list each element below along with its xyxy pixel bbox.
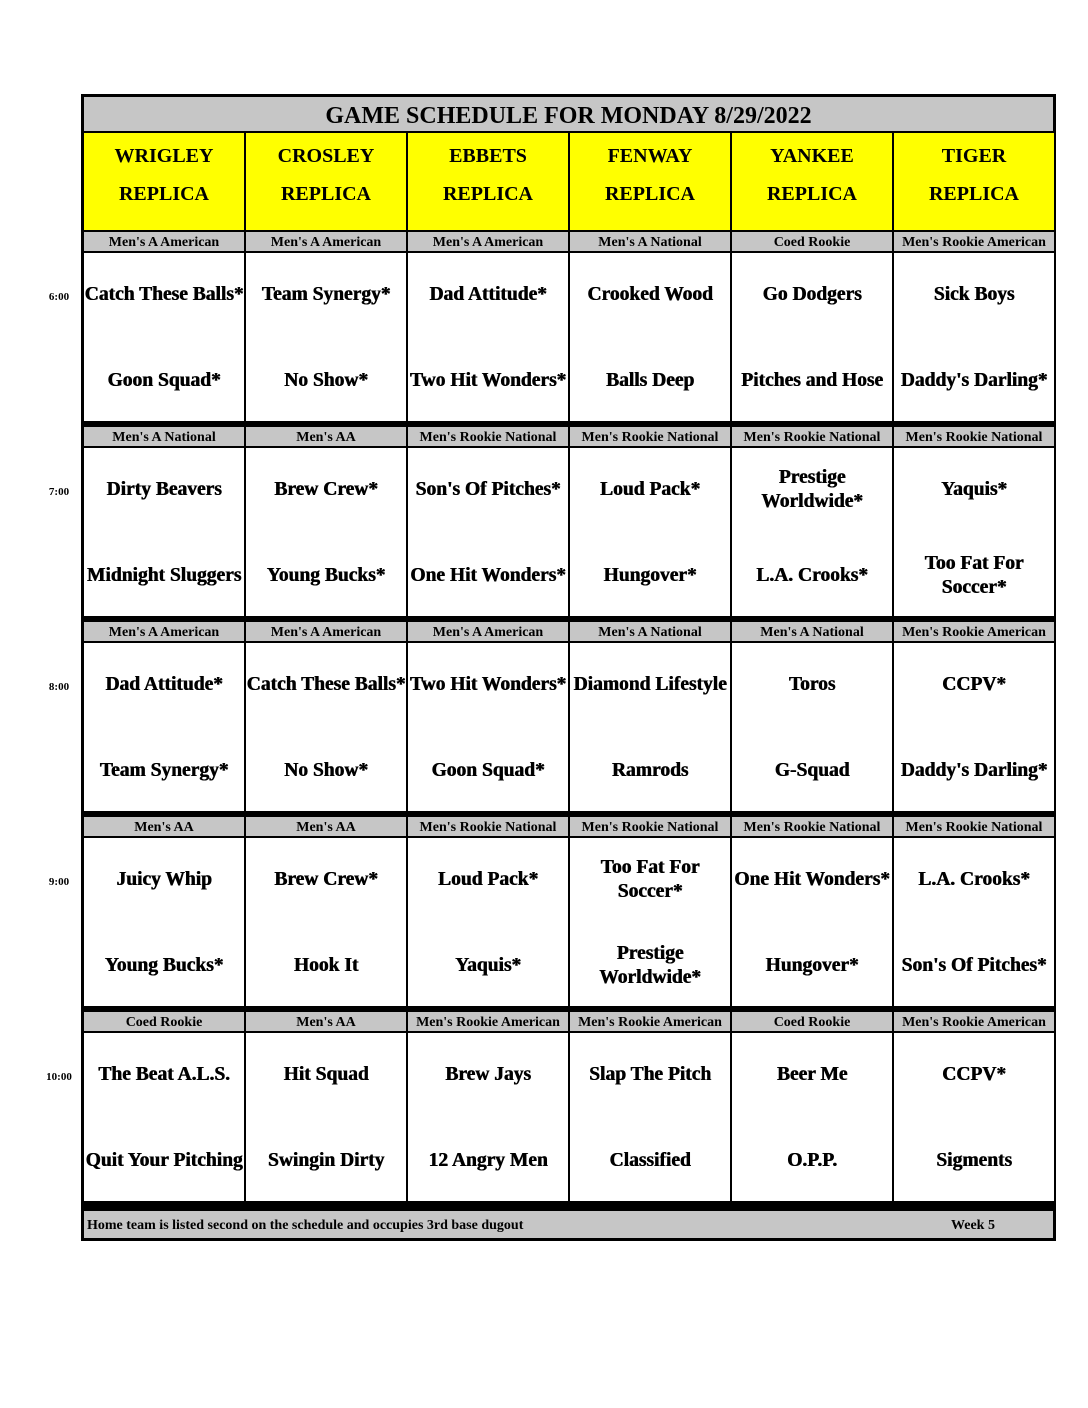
away-team: Son's Of Pitches* [415, 479, 561, 500]
away-team: CCPV* [942, 1064, 1006, 1085]
home-team: Hook It [293, 955, 359, 976]
away-team: Catch These Balls* [246, 674, 406, 695]
week-label: Week 5 [951, 1218, 995, 1233]
home-team: Pitches and Hose [741, 370, 883, 391]
away-team: Toros [788, 674, 836, 695]
home-team: Midnight Sluggers [86, 565, 242, 586]
division-label: Men's AA [84, 817, 244, 836]
away-team: The Beat A.L.S. [98, 1064, 230, 1085]
home-team: Yaquis* [454, 955, 522, 976]
schedule-footer [84, 1211, 1053, 1238]
field-header [84, 133, 244, 230]
division-label: Men's A American [246, 232, 406, 251]
away-team: Catch These Balls* [84, 284, 244, 305]
home-team: Two Hit Wonders* [409, 370, 567, 391]
game-cell [570, 1033, 730, 1201]
field-subtitle: REPLICA [766, 183, 857, 205]
division-label: Men's Rookie National [570, 427, 730, 446]
away-team: Loud Pack* [437, 869, 539, 890]
game-cell [246, 448, 406, 616]
home-team: Daddy's Darling* [900, 370, 1048, 391]
home-team: No Show* [284, 370, 368, 391]
home-team: Too Fat For Soccer* [924, 553, 1024, 598]
game-cell [570, 643, 730, 811]
field-subtitle: REPLICA [604, 183, 695, 205]
division-label: Men's Rookie National [408, 427, 568, 446]
home-team: Ramrods [611, 760, 689, 781]
division-label: Men's Rookie American [894, 622, 1054, 641]
division-label: Men's A American [84, 622, 244, 641]
game-cell [408, 838, 568, 1006]
away-team: Slap The Pitch [588, 1064, 712, 1085]
division-label: Men's A National [570, 232, 730, 251]
away-team: Diamond Lifestyle [573, 674, 727, 695]
division-label: Men's AA [246, 1012, 406, 1031]
division-label: Men's Rookie American [894, 232, 1054, 251]
game-cell [732, 448, 892, 616]
home-team: Hungover* [603, 565, 697, 586]
division-label: Men's A American [408, 232, 568, 251]
home-team: Classified [609, 1150, 691, 1171]
division-label: Men's Rookie National [570, 817, 730, 836]
field-header [570, 133, 730, 230]
game-cell [84, 838, 244, 1006]
division-label: Men's Rookie National [408, 817, 568, 836]
schedule-title: GAME SCHEDULE FOR MONDAY 8/29/2022 [84, 97, 1053, 131]
game-cell [732, 253, 892, 421]
away-team: Yaquis* [940, 479, 1008, 500]
game-cell [732, 1033, 892, 1201]
away-team: Hit Squad [283, 1064, 369, 1085]
away-team: Brew Crew* [274, 479, 378, 500]
division-label: Men's A American [246, 622, 406, 641]
home-team: Goon Squad* [107, 370, 221, 391]
home-team: Goon Squad* [431, 760, 545, 781]
home-team: Balls Deep [605, 370, 695, 391]
away-team: Loud Pack* [599, 479, 701, 500]
away-team: Sick Boys [933, 284, 1015, 305]
game-cell [732, 838, 892, 1006]
division-label: Men's Rookie National [894, 817, 1054, 836]
game-cell [894, 253, 1054, 421]
field-name: WRIGLEY [114, 145, 214, 167]
home-team: Daddy's Darling* [900, 760, 1048, 781]
game-cell [84, 448, 244, 616]
division-label: Men's Rookie American [894, 1012, 1054, 1031]
field-subtitle: REPLICA [280, 183, 371, 205]
away-team: Juicy Whip [116, 869, 212, 890]
game-cell [408, 448, 568, 616]
division-label: Men's A National [732, 622, 892, 641]
game-cell [84, 643, 244, 811]
time-label: 7:00 [48, 486, 70, 498]
game-cell [246, 838, 406, 1006]
game-cell [894, 1033, 1054, 1201]
time-label: 10:00 [46, 1071, 72, 1083]
division-label: Men's Rookie National [732, 427, 892, 446]
division-label: Men's Rookie National [732, 817, 892, 836]
away-team: Team Synergy* [261, 284, 391, 305]
game-cell [84, 1033, 244, 1201]
division-label: Men's AA [246, 817, 406, 836]
game-cell [894, 838, 1054, 1006]
field-name: CROSLEY [277, 145, 375, 167]
game-cell [408, 1033, 568, 1201]
game-cell [246, 643, 406, 811]
division-label: Men's Rookie American [570, 1012, 730, 1031]
away-team: Prestige Worldwide* [761, 467, 863, 512]
field-header [732, 133, 892, 230]
home-team: Young Bucks* [266, 565, 386, 586]
home-team: Young Bucks* [104, 955, 224, 976]
field-header [246, 133, 406, 230]
away-team: Two Hit Wonders* [409, 674, 567, 695]
home-team: Quit Your Pitching [85, 1150, 243, 1171]
away-team: Too Fat For Soccer* [600, 857, 700, 902]
game-cell [570, 253, 730, 421]
away-team: Beer Me [776, 1064, 848, 1085]
time-label: 9:00 [48, 876, 70, 888]
footer-note: Home team is listed second on the schedule and occupies 3rd base dugout [87, 1218, 524, 1233]
schedule-table [81, 94, 1056, 1241]
game-cell [732, 643, 892, 811]
game-cell [570, 838, 730, 1006]
away-team: L.A. Crooks* [918, 869, 1030, 890]
home-team: Swingin Dirty [267, 1150, 385, 1171]
field-subtitle: REPLICA [928, 183, 1019, 205]
away-team: Crooked Wood [587, 284, 713, 305]
away-team: Go Dodgers [762, 284, 862, 305]
away-team: Dad Attitude* [105, 674, 223, 695]
home-team: L.A. Crooks* [756, 565, 868, 586]
game-cell [408, 643, 568, 811]
home-team: One Hit Wonders* [410, 565, 566, 586]
field-header [894, 133, 1054, 230]
division-label: Coed Rookie [84, 1012, 244, 1031]
away-team: Dirty Beavers [106, 479, 222, 500]
home-team: 12 Angry Men [428, 1150, 548, 1171]
game-cell [894, 643, 1054, 811]
division-label: Men's AA [246, 427, 406, 446]
away-team: Brew Jays [445, 1064, 531, 1085]
home-team: G-Squad [774, 760, 850, 781]
field-header [408, 133, 568, 230]
away-team: Brew Crew* [274, 869, 378, 890]
home-team: O.P.P. [786, 1150, 838, 1171]
game-cell [246, 253, 406, 421]
away-team: CCPV* [942, 674, 1006, 695]
time-label: 6:00 [48, 291, 70, 303]
home-team: Team Synergy* [99, 760, 229, 781]
field-subtitle: REPLICA [442, 183, 533, 205]
division-label: Men's Rookie American [408, 1012, 568, 1031]
field-name: TIGER [941, 145, 1007, 167]
home-team: Sigments [936, 1150, 1012, 1171]
division-label: Men's A National [84, 427, 244, 446]
division-label: Men's Rookie National [894, 427, 1054, 446]
division-label: Coed Rookie [732, 232, 892, 251]
home-team: No Show* [284, 760, 368, 781]
game-cell [570, 448, 730, 616]
away-team: Dad Attitude* [429, 284, 547, 305]
game-cell [408, 253, 568, 421]
home-team: Prestige Worldwide* [599, 943, 701, 988]
field-subtitle: REPLICA [118, 183, 209, 205]
away-team: One Hit Wonders* [734, 869, 890, 890]
home-team: Hungover* [765, 955, 859, 976]
game-cell [894, 448, 1054, 616]
time-label: 8:00 [48, 681, 70, 693]
division-label: Coed Rookie [732, 1012, 892, 1031]
home-team: Son's Of Pitches* [901, 955, 1047, 976]
division-label: Men's A American [408, 622, 568, 641]
division-label: Men's A American [84, 232, 244, 251]
field-name: YANKEE [770, 145, 854, 167]
game-cell [84, 253, 244, 421]
game-cell [246, 1033, 406, 1201]
division-label: Men's A National [570, 622, 730, 641]
field-name: EBBETS [449, 145, 527, 167]
field-name: FENWAY [607, 145, 693, 167]
